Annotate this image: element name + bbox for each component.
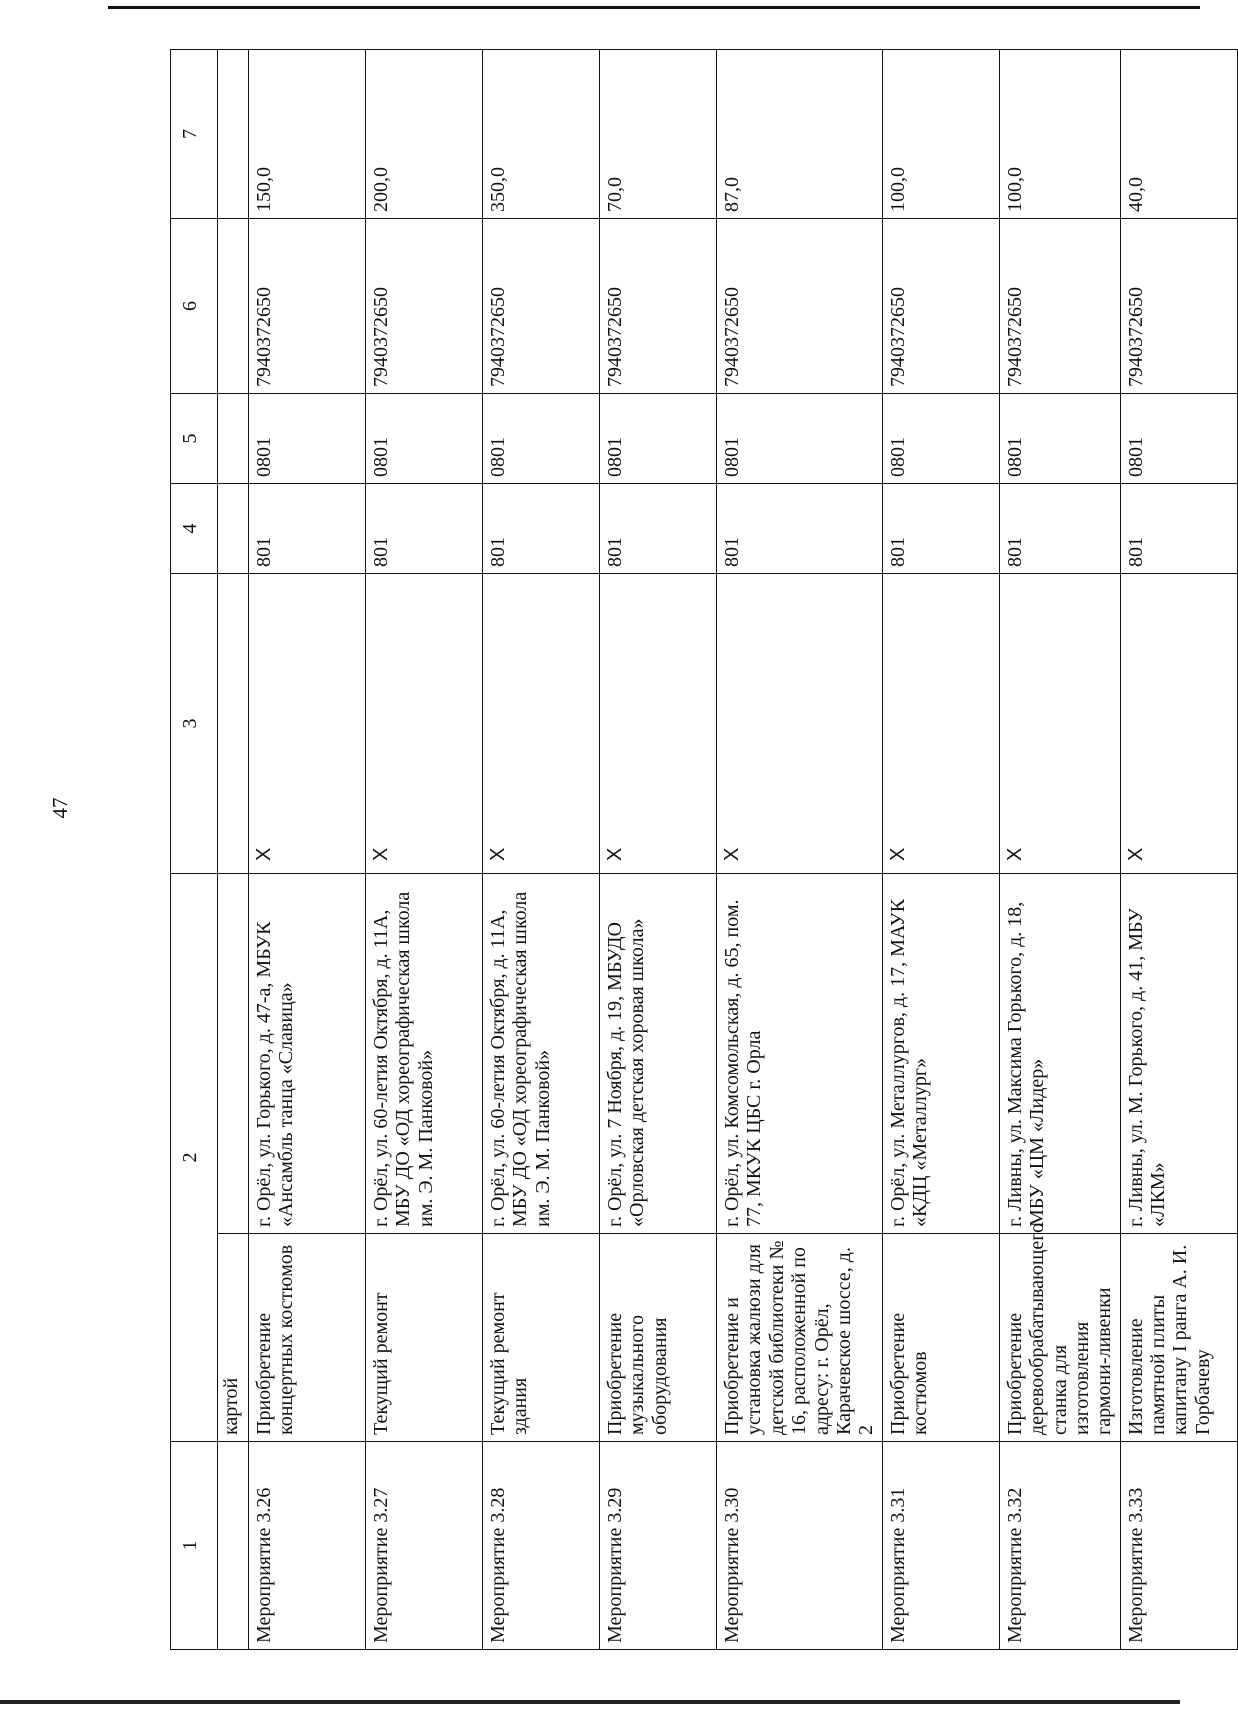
event-col3: X [717, 574, 883, 874]
event-col7: 200,0 [366, 50, 483, 219]
event-col7: 100,0 [999, 50, 1120, 219]
event-col3: X [999, 574, 1120, 874]
event-col4: 801 [483, 484, 600, 574]
event-id: Мероприятие 3.29 [600, 1442, 717, 1650]
event-col6: 7940372650 [366, 219, 483, 394]
continuation-row [218, 50, 249, 1650]
event-address: г. Орёл, ул. Горького, д. 47-а, МБУК «Ансамбль танца «Славица» [249, 874, 366, 1234]
col-number-3: 3 [171, 574, 218, 874]
event-name: Текущий ремонт здания [483, 1234, 600, 1442]
event-id: Мероприятие 3.26 [249, 1442, 366, 1650]
event-col7: 150,0 [249, 50, 366, 219]
events-table [170, 49, 1238, 1650]
event-name: Приобретение и установка жалюзи для детской библиотеки № 16, расположенной по адресу: г. Орёл, Карачевское шоссе, д. 2 [717, 1234, 883, 1442]
event-col4: 801 [717, 484, 883, 574]
event-id: Мероприятие 3.27 [366, 1442, 483, 1650]
event-name: Приобретение костюмов [882, 1234, 999, 1442]
event-col5: 0801 [1120, 394, 1237, 484]
event-col6: 7940372650 [717, 219, 883, 394]
event-col3: X [600, 574, 717, 874]
event-col4: 801 [1120, 484, 1237, 574]
event-col4: 801 [249, 484, 366, 574]
event-id: Мероприятие 3.32 [999, 1442, 1120, 1650]
event-col7: 100,0 [882, 50, 999, 219]
event-col6: 7940372650 [483, 219, 600, 394]
event-id: Мероприятие 3.33 [1120, 1442, 1237, 1650]
table-row [1120, 50, 1237, 1650]
event-col3: X [1120, 574, 1237, 874]
col-number-5: 5 [171, 394, 218, 484]
event-col4: 801 [999, 484, 1120, 574]
event-col5: 0801 [249, 394, 366, 484]
event-name: Изготовление памятной плиты капитану I ранга А. И. Горбачеву [1120, 1234, 1237, 1442]
event-id: Мероприятие 3.28 [483, 1442, 600, 1650]
event-col7: 40,0 [1120, 50, 1237, 219]
table-row [600, 50, 717, 1650]
event-col7: 87,0 [717, 50, 883, 219]
event-address: г. Орёл, ул. Металлургов, д. 17, МАУК «КДЦ «Металлург» [882, 874, 999, 1234]
event-address: г. Орёл, ул. 60-летия Октября, д. 11А, МБУ ДО «ОД хореографическая школа им. Э. М. Панковой» [483, 874, 600, 1234]
event-address: г. Орёл, ул. Комсомольская, д. 65, пом. 77, МКУК ЦБС г. Орла [717, 874, 883, 1234]
event-col6: 7940372650 [1120, 219, 1237, 394]
event-col6: 7940372650 [882, 219, 999, 394]
event-col6: 7940372650 [999, 219, 1120, 394]
rotated-page-content [170, 50, 1214, 1650]
event-col5: 0801 [366, 394, 483, 484]
event-col5: 0801 [600, 394, 717, 484]
col-number-6: 6 [171, 219, 218, 394]
table-row [366, 50, 483, 1650]
table-row [483, 50, 600, 1650]
event-col5: 0801 [882, 394, 999, 484]
table-row [249, 50, 366, 1650]
col-number-7: 7 [171, 50, 218, 219]
table-row [717, 50, 883, 1650]
event-col3: X [249, 574, 366, 874]
event-name: Приобретение музыкального оборудования [600, 1234, 717, 1442]
event-col5: 0801 [483, 394, 600, 484]
event-col4: 801 [882, 484, 999, 574]
event-address: г. Орёл, ул. 60-летия Октября, д. 11А, МБУ ДО «ОД хореографическая школа им. Э. М. Панковой» [366, 874, 483, 1234]
event-address: г. Ливны, ул. М. Горького, д. 41, МБУ «ЛКМ» [1120, 874, 1237, 1234]
event-col3: X [483, 574, 600, 874]
event-address: г. Ливны, ул. Максима Горького, д. 18, МБУ «ЦМ «Лидер» [999, 874, 1120, 1234]
event-col6: 7940372650 [249, 219, 366, 394]
continuation-text: картой [218, 1234, 249, 1442]
event-address: г. Орёл, ул. 7 Ноября, д. 19, МБУДО «Орловская детская хоровая школа» [600, 874, 717, 1234]
event-id: Мероприятие 3.30 [717, 1442, 883, 1650]
col-number-2: 2 [171, 874, 218, 1442]
event-col7: 350,0 [483, 50, 600, 219]
page-number: 47 [48, 797, 72, 819]
event-id: Мероприятие 3.31 [882, 1442, 999, 1650]
event-col7: 70,0 [600, 50, 717, 219]
col-number-4: 4 [171, 484, 218, 574]
table-row [999, 50, 1120, 1650]
event-name: Приобретение концертных костюмов [249, 1234, 366, 1442]
scan-edge-top [108, 6, 1200, 9]
event-col3: X [366, 574, 483, 874]
event-name: Текущий ремонт [366, 1234, 483, 1442]
event-col5: 0801 [717, 394, 883, 484]
event-col4: 801 [600, 484, 717, 574]
table-row [882, 50, 999, 1650]
event-name: Приобретение деревообрабатывающего станка для изготовления гармони-ливенки [999, 1234, 1120, 1442]
col-number-1: 1 [171, 1442, 218, 1650]
column-number-header [171, 50, 218, 1650]
event-col5: 0801 [999, 394, 1120, 484]
scan-edge-bottom [0, 1700, 1180, 1704]
event-col4: 801 [366, 484, 483, 574]
event-col6: 7940372650 [600, 219, 717, 394]
event-col3: X [882, 574, 999, 874]
